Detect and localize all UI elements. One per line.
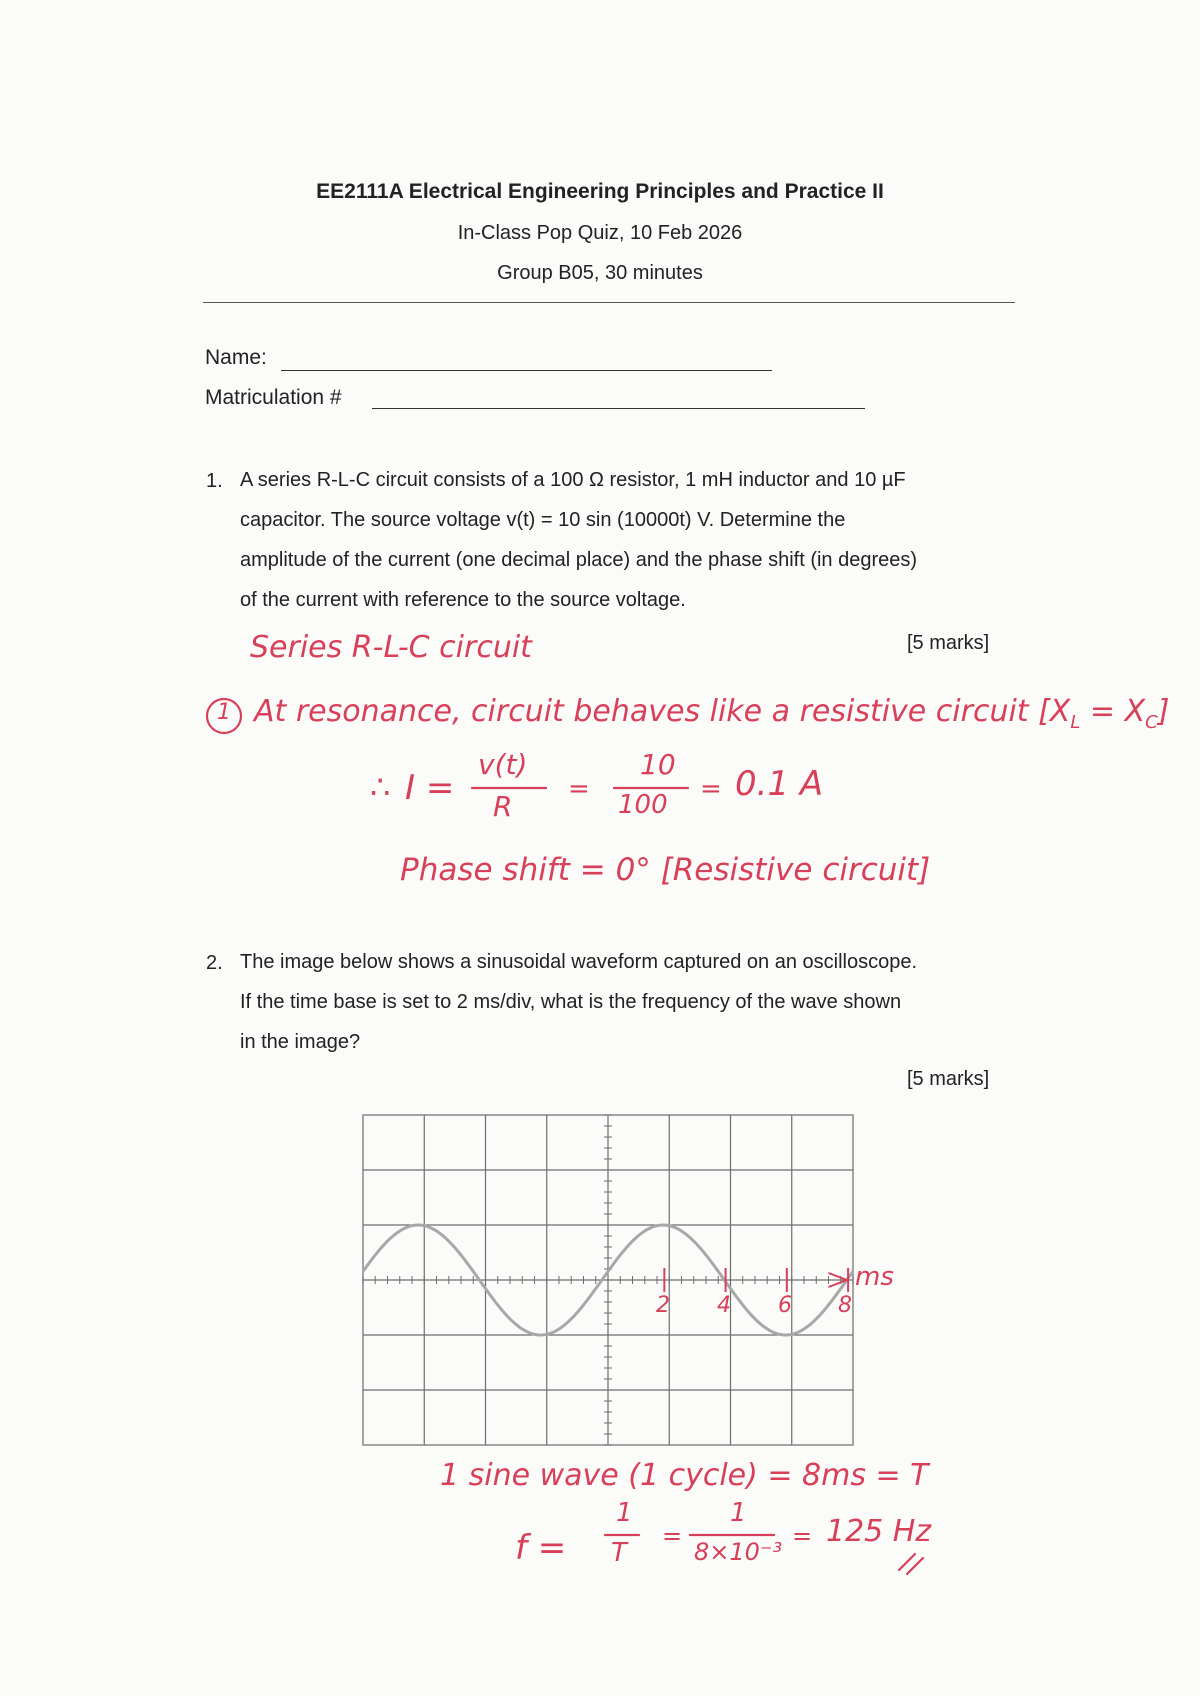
handwritten-tick-2: 2 xyxy=(656,1293,670,1318)
handwritten-axis-unit: ms xyxy=(855,1262,894,1292)
question2-line: in the image? xyxy=(240,1031,361,1053)
handwritten-frac2-den: 100 xyxy=(618,790,668,820)
handwritten-q1-current-result: 0.1 A xyxy=(735,764,824,804)
handwritten-q1-title: Series R-L-C circuit xyxy=(250,630,532,665)
handwritten-tick-4: 4 xyxy=(717,1293,731,1318)
handwritten-circle-digit: 1 xyxy=(217,700,231,725)
resonance-eq: = X xyxy=(1080,694,1146,729)
handwritten-frac2-num: 1 xyxy=(730,1498,747,1528)
course-title: EE2111A Electrical Engineering Principles and Practice II xyxy=(316,180,884,203)
subscript-l: L xyxy=(1070,712,1081,733)
handwritten-frac2-den: 8×10⁻³ xyxy=(694,1538,783,1566)
handwritten-q1-phase: Phase shift = 0° [Resistive circuit] xyxy=(400,852,931,888)
handwritten-frac2-num: 10 xyxy=(640,748,676,781)
question2-line: The image below shows a sinusoidal waveform captured on an oscilloscope. xyxy=(240,951,918,973)
matric-field[interactable] xyxy=(372,408,865,409)
handwritten-tick-8: 8 xyxy=(838,1293,852,1318)
question1-line: of the current with reference to the source voltage. xyxy=(240,589,686,611)
matric-label: Matriculation # xyxy=(205,386,342,409)
handwritten-equals: = xyxy=(792,1522,813,1550)
question2-line: If the time base is set to 2 ms/div, what is the frequency of the wave shown xyxy=(240,991,902,1013)
resonance-end: ] xyxy=(1157,694,1170,729)
question1-number: 1. xyxy=(206,470,223,492)
handwritten-q2-frequency-result: 125 Hz xyxy=(826,1514,932,1549)
header-divider xyxy=(203,302,1015,303)
group-info: Group B05, 30 minutes xyxy=(497,262,703,284)
question2-text xyxy=(240,942,1035,1062)
question1-marks: [5 marks] xyxy=(907,632,990,654)
handwritten-therefore: ∴ xyxy=(370,768,391,806)
handwritten-frac1-num: 1 xyxy=(616,1498,633,1528)
quiz-subtitle: In-Class Pop Quiz, 10 Feb 2026 xyxy=(457,222,743,244)
handwritten-frequency-symbol: f = xyxy=(515,1528,567,1568)
question2-number: 2. xyxy=(206,952,223,974)
name-label: Name: xyxy=(205,346,267,369)
handwritten-equals: = xyxy=(662,1522,683,1550)
name-field[interactable] xyxy=(281,370,772,371)
subscript-c: C xyxy=(1145,712,1158,733)
oscilloscope-screen xyxy=(360,1112,880,1452)
handwritten-equals: = xyxy=(568,774,590,804)
handwritten-q1-resonance xyxy=(254,694,1169,733)
handwritten-equals: = xyxy=(700,774,722,804)
question1-text xyxy=(240,460,1035,620)
question1-line: amplitude of the current (one decimal place) and the phase shift (in degrees) xyxy=(240,549,918,571)
handwritten-double-underline xyxy=(895,1548,935,1578)
handwritten-frac1-den: T xyxy=(611,1538,627,1568)
handwritten-frac1-num: v(t) xyxy=(478,748,528,781)
handwritten-tick-6: 6 xyxy=(778,1293,792,1318)
handwritten-frac1-den: R xyxy=(493,790,513,823)
resonance-text: At resonance, circuit behaves like a resistive circuit [X xyxy=(254,694,1071,729)
question2-marks: [5 marks] xyxy=(907,1068,990,1090)
question1-line: A series R-L-C circuit consists of a 100 Ω resistor, 1 mH inductor and 10 µF xyxy=(240,469,906,491)
question1-line: capacitor. The source voltage v(t) = 10 sin (10000t) V. Determine the xyxy=(240,509,846,531)
handwritten-q2-period: 1 sine wave (1 cycle) = 8ms = T xyxy=(440,1458,929,1493)
handwritten-current-symbol: I = xyxy=(405,768,455,808)
